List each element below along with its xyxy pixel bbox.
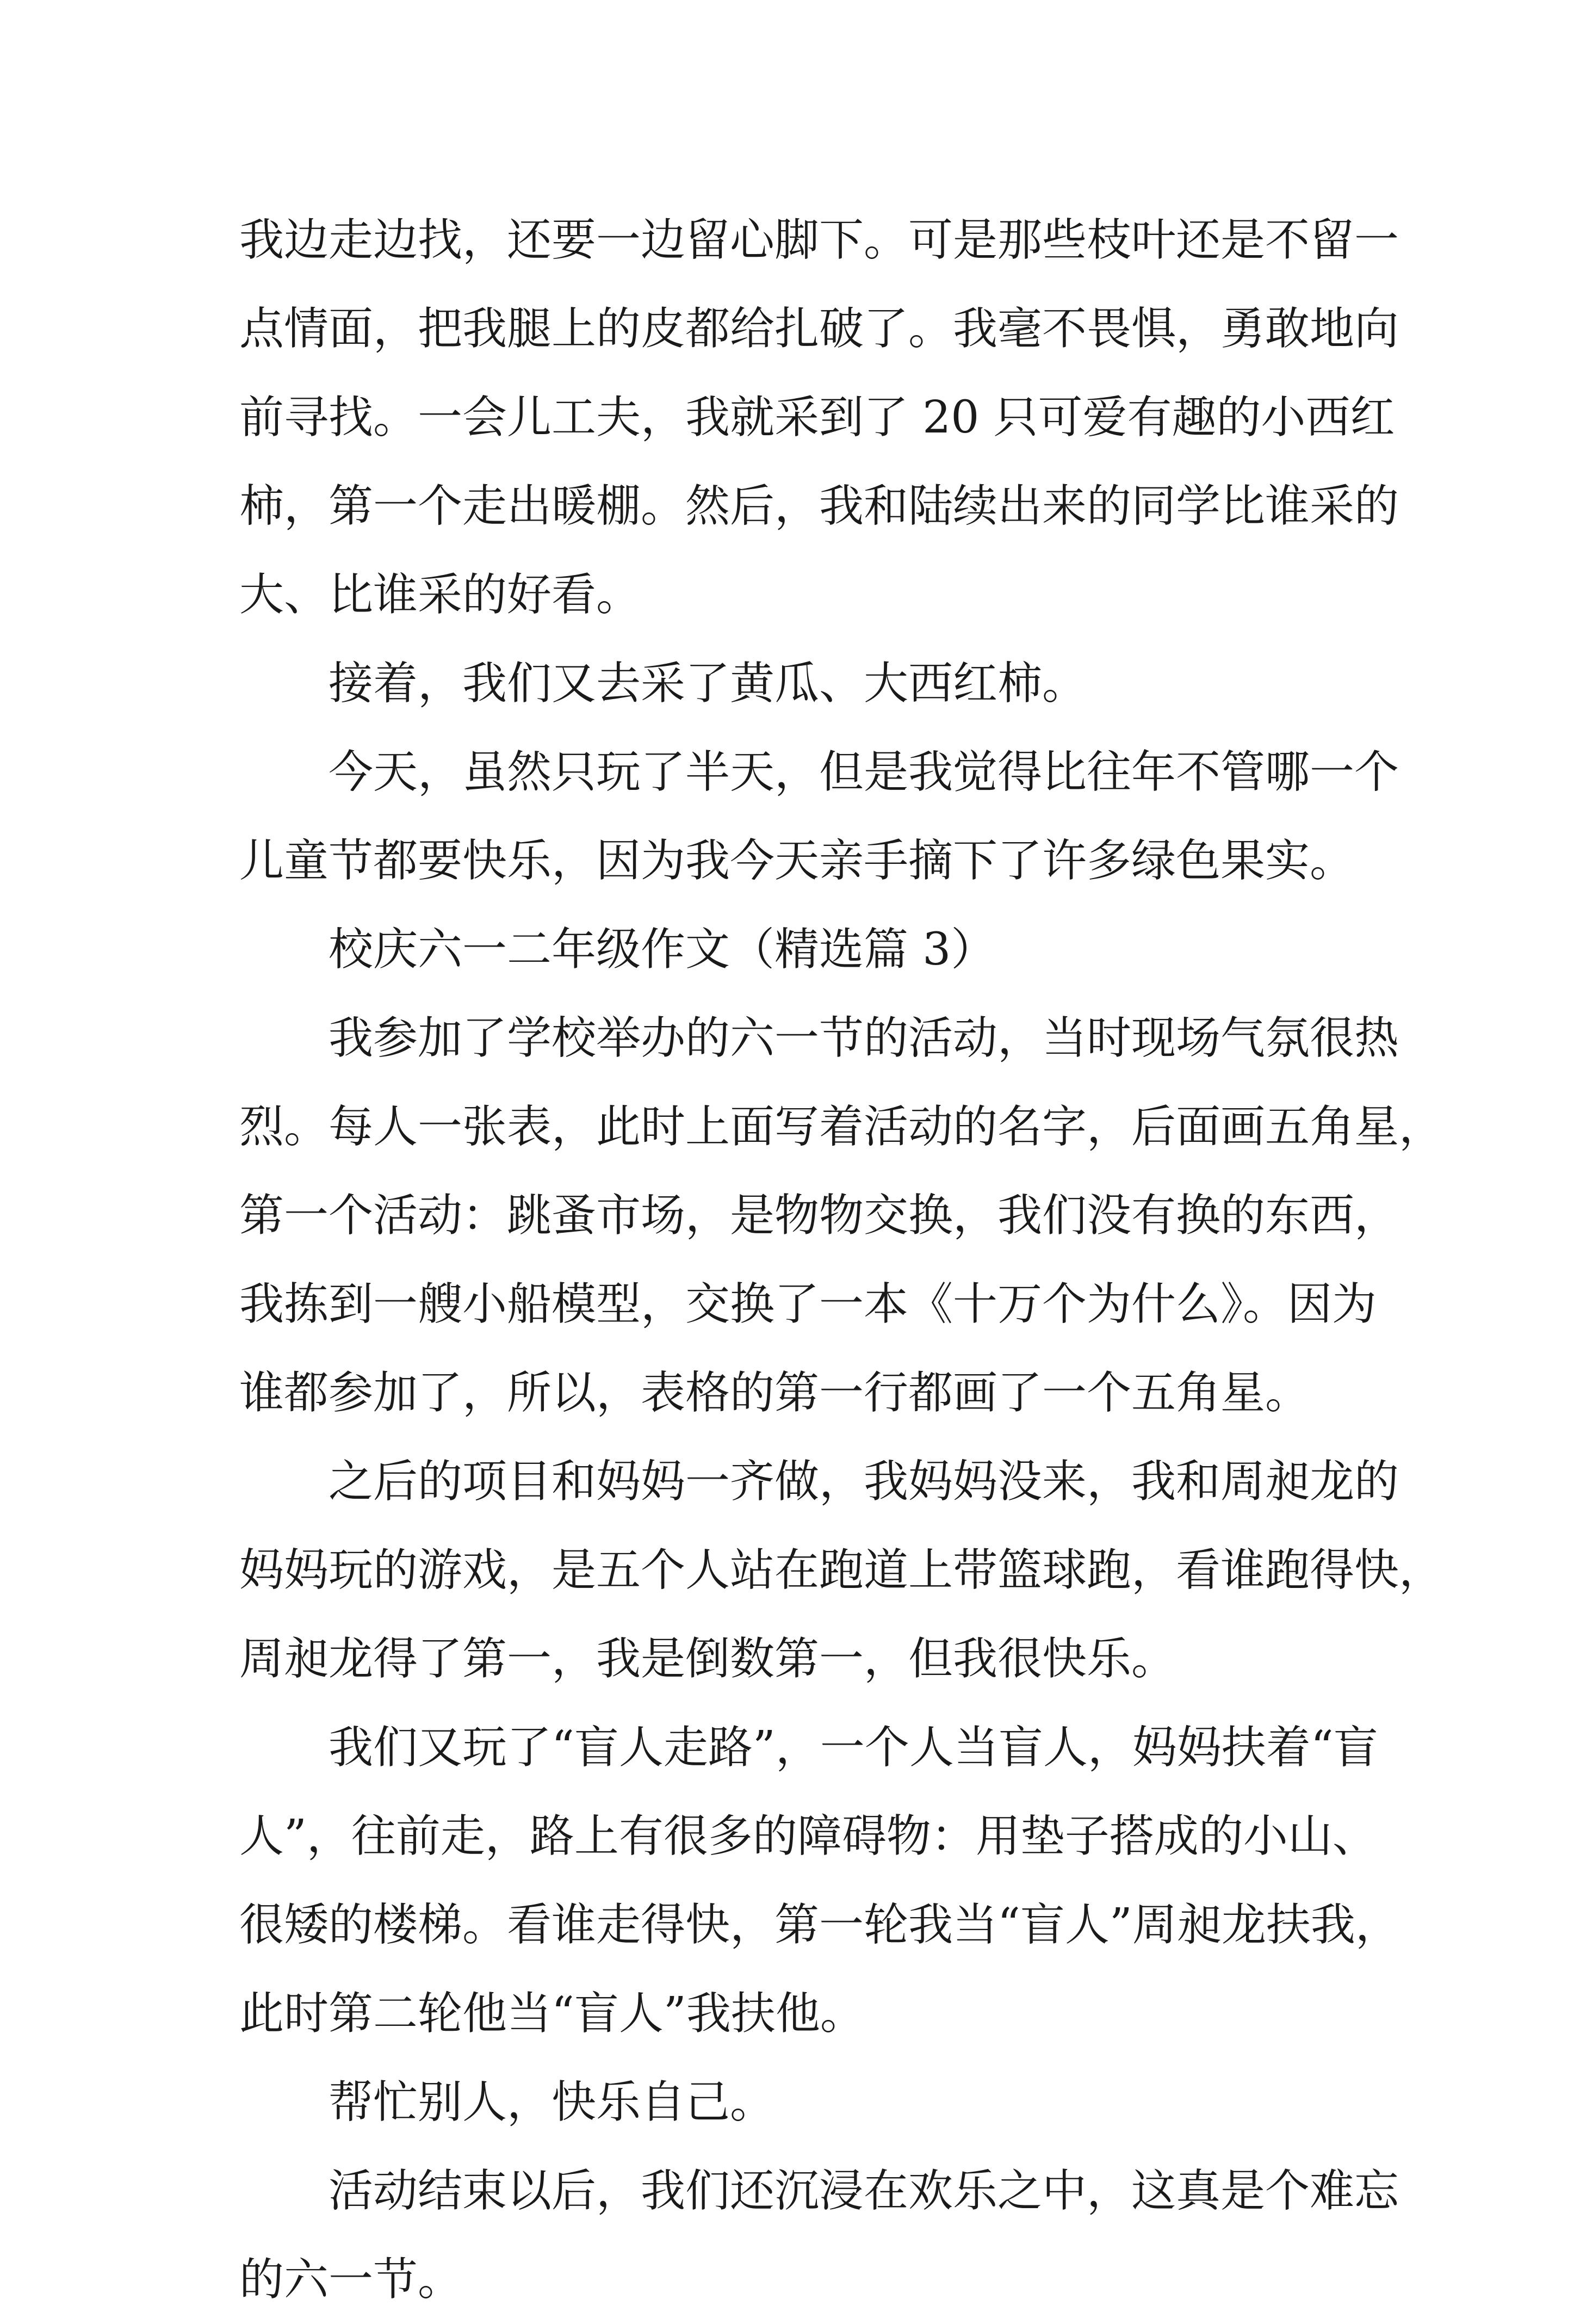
text-line: 人”，往前走，路上有很多的障碍物：用垫子搭成的小山、 [239,1810,1377,1862]
text-line: 点情面，把我腿上的皮都给扎破了。我毫不畏惧，勇敢地向 [239,303,1399,355]
text-line: 之后的项目和妈妈一齐做，我妈妈没来，我和周昶龙的 [329,1456,1399,1507]
text-line: 大、比谁采的好看。 [239,569,641,621]
text-line: 柿，第一个走出暖棚。然后，我和陆续出来的同学比谁采的 [239,480,1399,532]
text-line: 我们又玩了“盲人走路”，一个人当盲人，妈妈扶着“盲 [329,1722,1378,1773]
text-line: 很矮的楼梯。看谁走得快，第一轮我当“盲人”周昶龙扶我， [239,1899,1400,1951]
text-line: 帮忙别人，快乐自己。 [329,2076,775,2128]
text-line: 前寻找。一会儿工夫，我就采到了 20 只可爱有趣的小西红 [239,392,1395,443]
text-line: 此时第二轮他当“盲人”我扶他。 [239,1988,865,2039]
text-line: 的六一节。 [239,2254,463,2306]
text-line: 第一个活动：跳蚤市场，是物物交换，我们没有换的东西， [239,1190,1399,1241]
text-line: 周昶龙得了第一，我是倒数第一，但我很快乐。 [239,1633,1176,1685]
text-line: 今天，虽然只玩了半天，但是我觉得比往年不管哪一个 [329,746,1399,798]
text-line: 我参加了学校举办的六一节的活动，当时现场气氛很热 [329,1012,1399,1064]
essay-body [239,196,1444,2324]
text-line: 校庆六一二年级作文（精选篇 3） [329,924,996,975]
text-line: 谁都参加了，所以，表格的第一行都画了一个五角星。 [239,1367,1310,1419]
text-line: 接着，我们又去采了黄瓜、大西红柿。 [329,658,1087,709]
text-line: 儿童节都要快乐，因为我今天亲手摘下了许多绿色果实。 [239,835,1355,887]
text-line: 妈妈玩的游戏，是五个人站在跑道上带篮球跑，看谁跑得快， [239,1544,1444,1596]
text-line: 我拣到一艘小船模型，交换了一本《十万个为什么》。因为 [239,1278,1377,1330]
text-line: 烈。每人一张表，此时上面写着活动的名字，后面画五角星， [239,1101,1444,1153]
text-line: 活动结束以后，我们还沉浸在欢乐之中，这真是个难忘 [329,2165,1399,2217]
text-line: 我边走边找，还要一边留心脚下。可是那些枝叶还是不留一 [239,214,1399,266]
